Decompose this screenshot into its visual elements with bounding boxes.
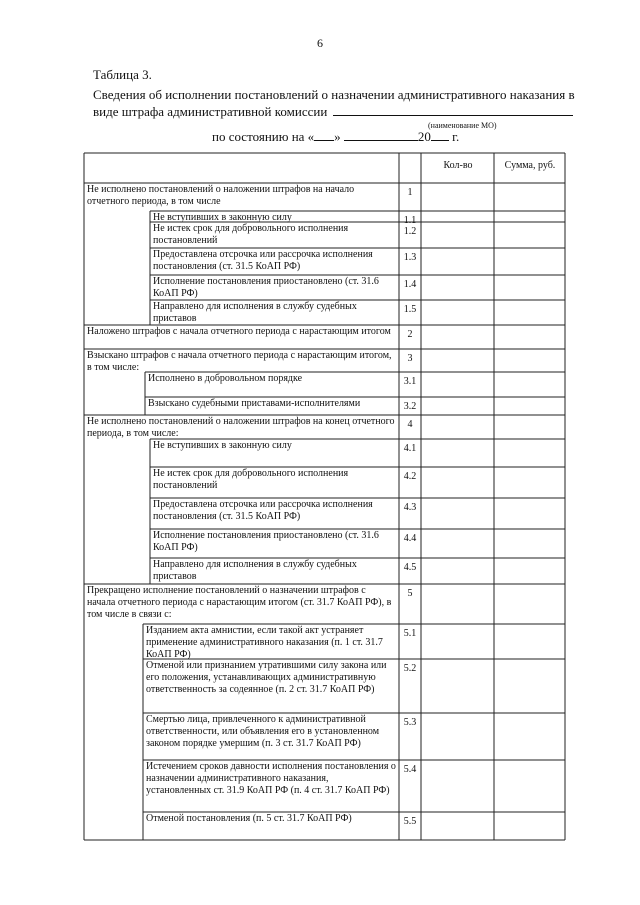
row-code: 4.5 xyxy=(403,562,417,573)
row-label: Отменой или признанием утратившими силу закона или его положения, устанавливающих административную ответственность за содеянное (п. 2 ст. 31.7 КоАП РФ) xyxy=(146,660,387,695)
heading-line-1: Сведения об исполнении постановлений о назначении административного наказания в xyxy=(93,87,575,102)
row-label: Истечением сроков давности исполнения постановления о назначении административного наказания, установленных ст. 31.9 КоАП РФ (п. 4 ст. 31.7 КоАП РФ) xyxy=(146,761,396,796)
row-code: 5.4 xyxy=(403,764,417,775)
row-label: Взыскано судебными приставами-исполнителями xyxy=(148,398,361,409)
row-code: 4 xyxy=(407,419,413,430)
row-label: Не вступивших в законную силу xyxy=(153,212,292,223)
row-label: Не истек срок для добровольного исполнения постановлений xyxy=(153,468,349,491)
as-of-suffix: г. xyxy=(452,129,460,144)
row-code: 1.5 xyxy=(403,304,417,315)
row-label: Предоставлена отсрочка или рассрочка исполнения постановления (ст. 31.5 КоАП РФ) xyxy=(153,249,373,272)
column-header-qty: Кол-во xyxy=(443,160,473,171)
row-label: Взыскано штрафов с начала отчетного периода с нарастающим итогом, в том числе: xyxy=(87,350,392,373)
row-code: 5.5 xyxy=(403,816,417,827)
row-code: 4.1 xyxy=(403,443,417,454)
row-code: 1 xyxy=(407,187,413,198)
row-label: Не исполнено постановлений о наложении штрафов на начало отчетного периода, в том числе xyxy=(87,184,355,207)
row-label: Смертью лица, привлеченного к административной ответственности, или объявления его в установленном законом порядке умершим (п. 3 ст. 31.7 КоАП РФ) xyxy=(146,714,380,749)
row-label: Не исполнено постановлений о наложении штрафов на конец отчетного периода, в том числе: xyxy=(87,416,395,439)
row-label: Исполнение постановления приостановлено (ст. 31.6 КоАП РФ) xyxy=(153,276,379,299)
row-code: 3.1 xyxy=(403,376,417,387)
row-label: Не вступивших в законную силу xyxy=(153,440,292,451)
row-code: 3 xyxy=(407,353,413,364)
row-label: Направлено для исполнения в службу судебных приставов xyxy=(153,559,357,582)
row-code: 1.4 xyxy=(403,279,417,290)
row-code: 1.2 xyxy=(403,226,417,237)
row-code: 5.3 xyxy=(403,717,417,728)
row-code: 4.2 xyxy=(403,471,417,482)
as-of-year-prefix: 20 xyxy=(417,129,431,144)
row-label: Наложено штрафов с начала отчетного периода с нарастающим итогом xyxy=(87,326,391,337)
row-label: Исполнено в добровольном порядке xyxy=(148,373,303,384)
table-caption: Таблица 3. xyxy=(93,67,152,82)
row-code: 4.4 xyxy=(403,533,417,544)
row-label: Прекращено исполнение постановлений о назначении штрафов с начала отчетного периода с нарастающим итогом (ст. 31.7 КоАП РФ), в том числе в связи с: xyxy=(87,585,392,620)
row-code: 5.2 xyxy=(403,663,417,674)
row-label: Направлено для исполнения в службу судебных приставов xyxy=(153,301,357,324)
heading-sublabel: (наименование МО) xyxy=(428,121,497,130)
row-label: Отменой постановления (п. 5 ст. 31.7 КоАП РФ) xyxy=(146,813,352,824)
row-label: Не истек срок для добровольного исполнения постановлений xyxy=(153,223,349,246)
row-label: Исполнение постановления приостановлено (ст. 31.6 КоАП РФ) xyxy=(153,530,379,553)
row-code: 5.1 xyxy=(403,628,417,639)
row-code: 1.3 xyxy=(403,252,417,263)
heading-line-2: виде штрафа административной комиссии xyxy=(93,104,328,119)
row-code: 1.1 xyxy=(403,215,417,226)
column-header-sum: Сумма, руб. xyxy=(504,160,556,171)
row-label: Предоставлена отсрочка или рассрочка исполнения постановления (ст. 31.5 КоАП РФ) xyxy=(153,499,373,522)
row-code: 5 xyxy=(407,588,413,599)
row-label: Изданием акта амнистии, если такой акт устраняет применение административного наказания (п. 1 ст. 31.7 КоАП РФ) xyxy=(146,625,383,660)
row-code: 3.2 xyxy=(403,401,417,412)
as-of-prefix: по состоянию на « xyxy=(212,129,315,144)
page-number: 6 xyxy=(317,36,323,50)
row-code: 2 xyxy=(407,329,413,340)
as-of-middle: » xyxy=(334,129,341,144)
row-code: 4.3 xyxy=(403,502,417,513)
